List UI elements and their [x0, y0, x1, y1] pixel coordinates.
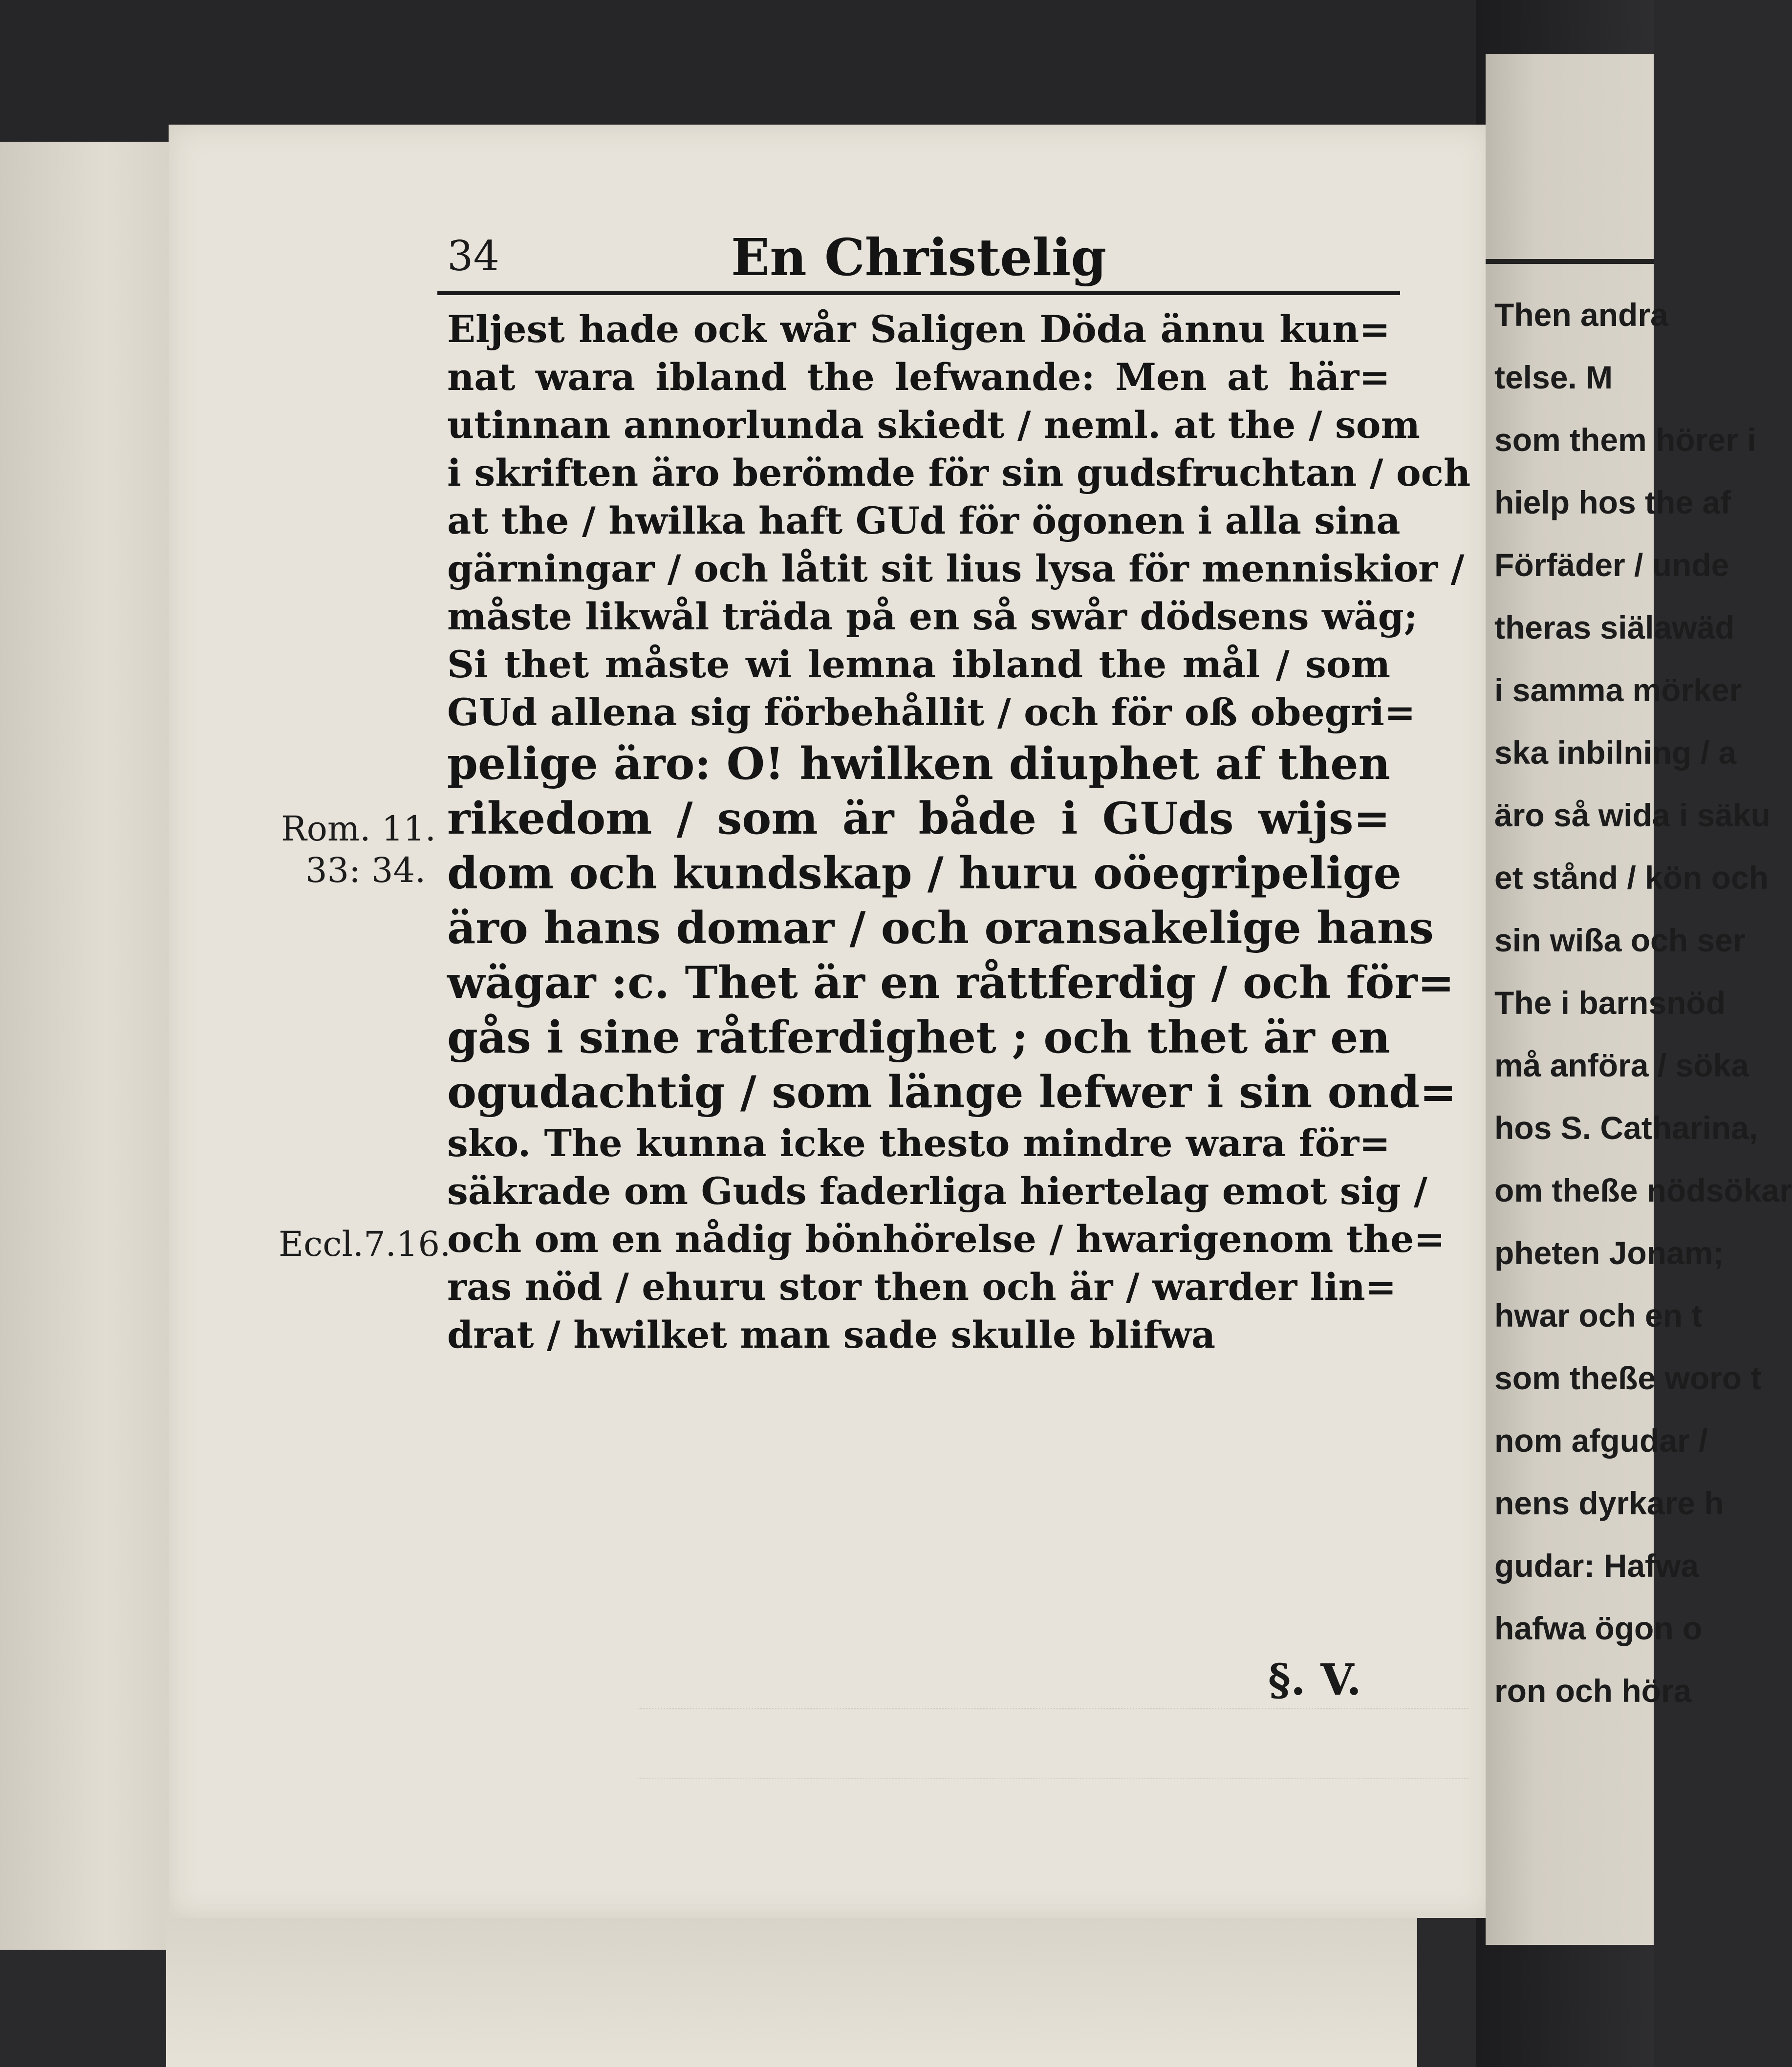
- running-head: [447, 217, 1390, 301]
- page-number: 34: [447, 232, 499, 280]
- facing-line: et stånd / kön och: [1494, 860, 1769, 896]
- facing-line: ron och höra: [1494, 1673, 1692, 1709]
- facing-line: nom afgudar /: [1494, 1422, 1708, 1459]
- text-block: [447, 217, 1471, 1359]
- facing-line: pheten Jonam;: [1494, 1235, 1724, 1271]
- bottom-page-edges: [166, 1906, 1417, 2067]
- body-text: [447, 305, 1471, 1359]
- text-line: drat / hwilket man sade skulle blifwa: [447, 1313, 1216, 1356]
- facing-line: sin wißa och ser: [1494, 922, 1746, 958]
- text-line: måste likwål träda på en så swår dödsens wäg;: [447, 595, 1418, 638]
- header-rule: [437, 291, 1400, 295]
- margin-note-rom-verse: 33: 34.: [305, 850, 426, 890]
- page-header: En Christelig: [731, 227, 1107, 287]
- text-line: pelige äro: O! hwilken diuphet af then: [447, 738, 1390, 790]
- facing-line: äro så wida i säku: [1494, 797, 1770, 833]
- margin-note-eccl: Eccl.7.16.: [279, 1224, 451, 1264]
- facing-line: ska inbilning / a: [1494, 734, 1737, 771]
- facing-line: telse. M: [1494, 359, 1613, 395]
- text-line: i skriften äro berömde för sin gudsfruchtan / och: [447, 451, 1471, 495]
- text-line: sko. The kunna icke thesto mindre wara för=: [447, 1121, 1390, 1165]
- facing-line: hafwa ögon o: [1494, 1610, 1703, 1646]
- text-line: äro hans domar / och oransakelige hans: [447, 902, 1434, 954]
- text-line: nat wara ibland the lefwande: Men at här=: [447, 355, 1390, 399]
- facing-line: theras siälawäd: [1494, 609, 1735, 646]
- text-line: dom och kundskap / huru oöegripelige: [447, 847, 1402, 899]
- facing-line: hielp hos the af: [1494, 484, 1731, 520]
- text-line: rikedom / som är både i GUds wijs=: [447, 793, 1390, 844]
- margin-note-rom: Rom. 11.: [281, 809, 436, 849]
- text-line: gås i sine råtferdighet ; och thet är en: [447, 1012, 1390, 1063]
- facing-text: [1494, 283, 1792, 1722]
- facing-line: gudar: Hafwa: [1494, 1548, 1699, 1584]
- left-page-edges: [0, 142, 180, 1950]
- facing-line: i samma mörker: [1494, 672, 1742, 708]
- facing-line: som theße woro t: [1494, 1360, 1762, 1396]
- bleed-through-text: [638, 1708, 1468, 1779]
- text-line: ras nöd / ehuru stor then och är / warder lin=: [447, 1265, 1397, 1309]
- facing-line: som them hörer i: [1494, 422, 1756, 458]
- book-page: [169, 125, 1490, 1918]
- facing-line: hos S. Catharina,: [1494, 1110, 1758, 1146]
- text-line: Si thet måste wi lemna ibland the mål / som: [447, 643, 1390, 686]
- facing-line: om theße nödsökar: [1494, 1172, 1792, 1208]
- text-line: säkrade om Guds faderliga hiertelag emot sig /: [447, 1169, 1427, 1213]
- text-line: wägar :c. Thet är en råttferdig / och för=: [447, 957, 1455, 1009]
- text-line: at the / hwilka haft GUd för ögonen i alla sina: [447, 499, 1401, 542]
- text-line: Eljest hade ock wår Saligen Döda ännu kun=: [447, 307, 1390, 351]
- text-line: och om en nådig bönhörelse / hwarigenom the=: [447, 1217, 1446, 1261]
- text-line: utinnan annorlunda skiedt / neml. at the / som: [447, 403, 1420, 447]
- text-line: gärningar / och låtit sit lius lysa för menniskior /: [447, 547, 1465, 590]
- facing-page: [1486, 54, 1792, 1945]
- facing-line: nens dyrkare h: [1494, 1485, 1724, 1521]
- section-mark: §. V.: [1268, 1654, 1361, 1705]
- text-line: ogudachtig / som länge lefwer i sin ond=: [447, 1066, 1457, 1118]
- text-line: GUd allena sig förbehållit / och för oß obegri=: [447, 690, 1416, 734]
- facing-header-rule: [1486, 259, 1654, 264]
- facing-line: Förfäder / unde: [1494, 547, 1729, 583]
- facing-line: må anföra / söka: [1494, 1047, 1749, 1083]
- facing-line: hwar och en t: [1494, 1297, 1703, 1334]
- facing-line: Then andra: [1494, 297, 1668, 333]
- facing-line: The i barnsnöd: [1494, 985, 1726, 1021]
